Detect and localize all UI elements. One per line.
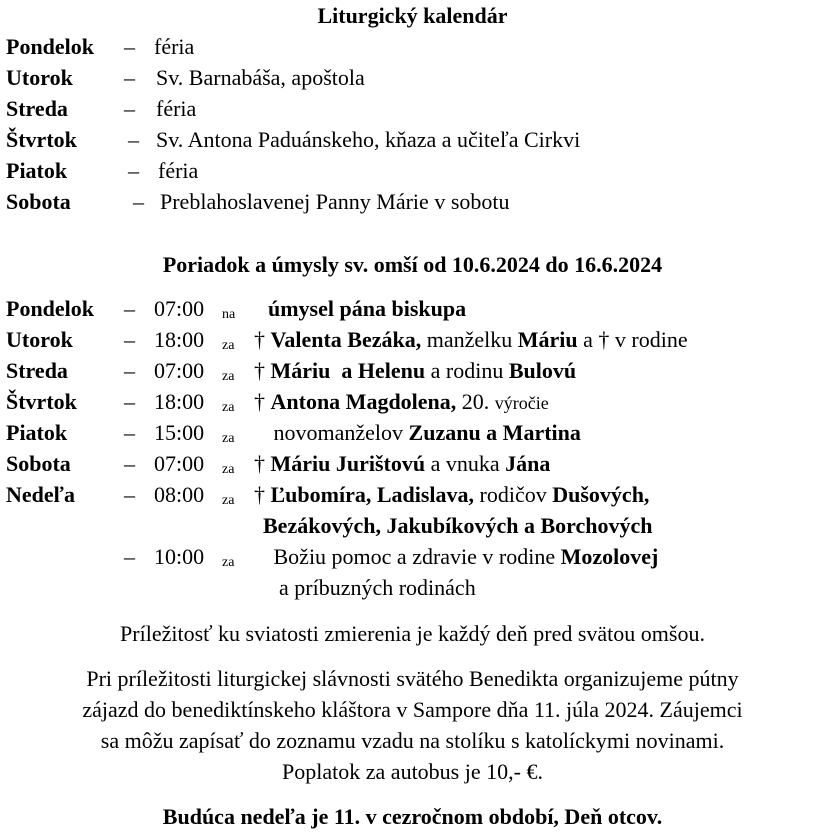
mass-day: Utorok (6, 327, 73, 352)
calendar-text: Sv. Barnabáša, apoštola (156, 65, 365, 90)
next-sunday-note: Budúca nedeľa je 11. v cezročnom období, Deň otcov. (162, 804, 663, 829)
mass-time: 07:00 (154, 296, 205, 321)
dash: – (124, 389, 135, 414)
dash: – (124, 482, 135, 507)
pilgrimage-note-line: zájazd do benediktínskeho kláštora v Sampore dňa 11. júla 2024. Záujemci (82, 697, 743, 722)
mass-preposition: za (222, 462, 235, 477)
intention-text: † (254, 327, 271, 352)
intention-text: † (254, 389, 271, 414)
dash: – (124, 358, 135, 383)
mass-preposition: za (222, 338, 235, 353)
intention-name: Antona Magdolena, (270, 389, 457, 414)
calendar-text: féria (154, 34, 195, 59)
mass-intention (263, 513, 653, 539)
intention-name: Bulovú (508, 358, 577, 383)
intention-name: Valenta Bezáka, (270, 327, 422, 352)
day-name: Streda (6, 96, 68, 121)
mass-preposition: za (222, 555, 235, 570)
dash: – (124, 544, 135, 569)
mass-preposition: na (222, 307, 236, 322)
day-name: Pondelok (6, 34, 95, 59)
calendar-text: Sv. Antona Paduánskeho, kňaza a učiteľa Cirkvi (156, 127, 581, 152)
mass-intention (254, 389, 549, 416)
intention-name: Máriu (517, 327, 578, 352)
mass-time: 07:00 (154, 358, 205, 383)
mass-time: 08:00 (154, 482, 205, 507)
mass-day: Streda (6, 358, 68, 383)
dash: – (133, 189, 144, 214)
mass-day: Pondelok (6, 296, 95, 321)
dash: – (124, 451, 135, 476)
intention-name: Dušových, (552, 482, 650, 507)
intention-text: a † v rodine (577, 327, 688, 352)
mass-time: 18:00 (154, 389, 205, 414)
mass-intention (268, 575, 476, 601)
mass-intention (268, 420, 581, 446)
dash: – (124, 96, 135, 121)
mass-day: Štvrtok (6, 389, 77, 414)
mass-intention (254, 451, 550, 477)
pilgrimage-note-line: sa môžu zapísať do zoznamu vzadu na stolíku s katolíckymi novinami. (100, 728, 725, 753)
intention-text: manželku (421, 327, 518, 352)
day-name: Sobota (6, 189, 71, 214)
intention-name: Zuzanu a Martina (408, 420, 581, 445)
intention-text: a príbuzných rodinách (268, 575, 476, 600)
pilgrimage-note-line: Pri príležitosti liturgickej slávnosti svätého Benedikta organizujeme pútny (86, 666, 739, 691)
mass-intention (254, 482, 649, 508)
mass-time: 07:00 (154, 451, 205, 476)
mass-preposition: za (222, 431, 235, 446)
mass-intention (268, 544, 658, 570)
intention-text: a vnuka (425, 451, 506, 476)
intention-text: 20. (456, 389, 495, 414)
calendar-text: Preblahoslavenej Panny Márie v sobotu (160, 189, 510, 214)
mass-preposition: za (222, 400, 235, 415)
mass-intention (254, 358, 576, 384)
mass-day: Piatok (6, 420, 68, 445)
intention-name: Jána (505, 451, 551, 476)
mass-day: Nedeľa (6, 482, 75, 507)
calendar-text: féria (158, 158, 199, 183)
mass-time: 15:00 (154, 420, 205, 445)
calendar-text: féria (156, 96, 197, 121)
mass-day: Sobota (6, 451, 71, 476)
dash: – (128, 158, 139, 183)
intention-name: Bezákových, Jakubíkových a Borchových (263, 513, 653, 538)
mass-intention (268, 296, 466, 322)
dash: – (124, 296, 135, 321)
intention-name: Máriu Jurištovú (270, 451, 426, 476)
dash: – (124, 420, 135, 445)
day-name: Štvrtok (6, 127, 77, 152)
day-name: Piatok (6, 158, 68, 183)
dash: – (124, 65, 135, 90)
intention-text: výročie (494, 393, 549, 413)
intention-text: † (254, 358, 271, 383)
day-name: Utorok (6, 65, 73, 90)
intention-text: rodičov (474, 482, 553, 507)
intention-text: Božiu pomoc a zdravie v rodine (268, 544, 561, 569)
dash: – (128, 127, 139, 152)
intention-text: a rodinu (425, 358, 509, 383)
intention-text: † (254, 482, 271, 507)
intention-text: † (254, 451, 271, 476)
mass-preposition: za (222, 493, 235, 508)
calendar-title: Liturgický kalendár (317, 3, 508, 28)
intention-name: Máriu a Helenu (270, 358, 426, 383)
intention-text: novomanželov (268, 420, 409, 445)
confession-note: Príležitosť ku sviatosti zmierenia je každý deň pred svätou omšou. (120, 621, 705, 646)
mass-time: 10:00 (154, 544, 205, 569)
dash: – (124, 327, 135, 352)
intention-name: Ľubomíra, Ladislava, (270, 482, 475, 507)
intention-name: Mozolovej (560, 544, 659, 569)
intention-name: úmysel pána biskupa (268, 296, 467, 321)
mass-preposition: za (222, 369, 235, 384)
mass-time: 18:00 (154, 327, 205, 352)
pilgrimage-note-line: Poplatok za autobus je 10,- €. (282, 759, 543, 784)
mass-intention (254, 327, 688, 353)
dash: – (124, 34, 135, 59)
masses-title: Poriadok a úmysly sv. omší od 10.6.2024 do 16.6.2024 (162, 252, 663, 277)
